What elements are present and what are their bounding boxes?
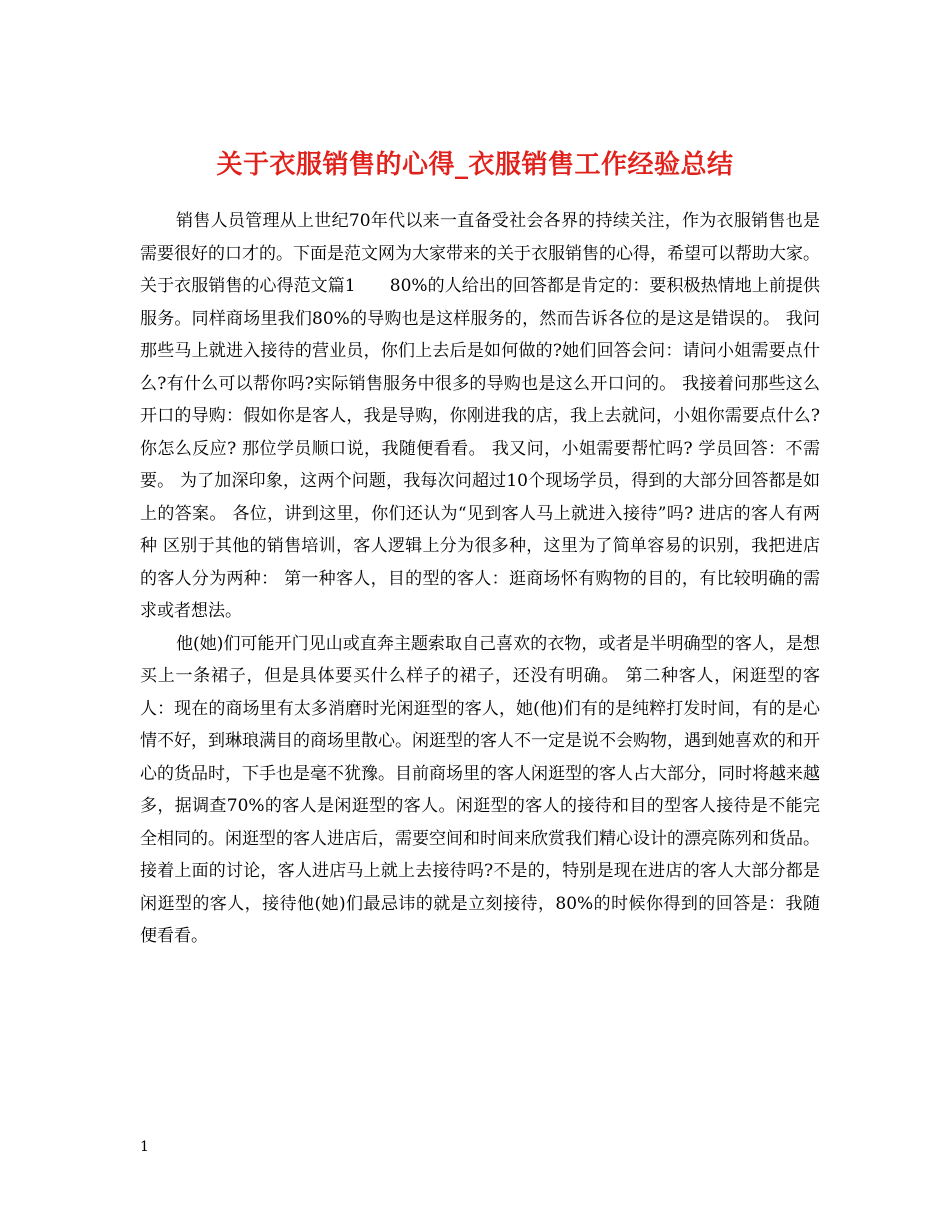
paragraph-intro: 销售人员管理从上世纪70年代以来一直备受社会各界的持续关注，作为衣服销售也是需要很好的口才的。下面是范文网为大家带来的关于衣服销售的心得，希望可以帮助大家。 [140,211,820,264]
paragraph-essay-1: 关于衣服销售的心得范文篇1 80%的人给出的回答都是肯定的：要积极热情地上前提供服务。同样商场里我们80%的导购也是这样服务的，然而告诉各位的是这是错误的。 我问那些马上就进入接待的营业员，你们上去后是如何做的?她们回答会问：请问小姐需要点什么?有什么可以帮你吗?实际销售服务中很多的导购也是这么开口问的。 我接着问那些这么开口的导购：假如你是客人，我是导购，你刚进我的店，我上去就问，小姐你需要点什么?你怎么反应? 那位学员顺口说，我随便看看。 我又问，小姐需要帮忙吗? 学员回答：不需要。 为了加深印象，这两个问题，我每次问超过10个现场学员，得到的大部分回答都是如上的答案。 各位，讲到这里，你们还认为“见到客人马上就进入接待”吗? 进店的客人有两种 区别于其他的销售培训，客人逻辑上分为很多种，这里为了简单容易的识别，我把进店的客人分为两种： 第一种客人，目的型的客人：逛商场怀有购物的目的，有比较明确的需求或者想法。 [140,276,820,621]
document-body [140,205,820,953]
paragraph-customer-types: 他(她)们可能开门见山或直奔主题索取自己喜欢的衣物，或者是半明确型的客人，是想买上一条裙子，但是具体要买什么样子的裙子，还没有明确。 第二种客人，闲逛型的客人：现在的商场里有太多消磨时光闲逛型的客人，她(他)们有的是纯粹打发时间，有的是心情不好，到琳琅满目的商场里散心。闲逛型的客人不一定是说不会购物，遇到她喜欢的和开心的货品时，下手也是毫不犹豫。目前商场里的客人闲逛型的客人占大部分，同时将越来越多，据调查70%的客人是闲逛型的客人。闲逛型的客人的接待和目的型客人接待是不能完全相同的。闲逛型的客人进店后，需要空间和时间来欣赏我们精心设计的漂亮陈列和货品。 接着上面的讨论，客人进店马上就上去接待吗?不是的，特别是现在进店的客人大部分都是闲逛型的客人，接待他(她)们最忌讳的就是立刻接待，80%的时候你得到的回答是：我随便看看。 [140,633,820,946]
document-title: 关于衣服销售的心得_衣服销售工作经验总结 [216,150,734,181]
page-number: 1 [140,1139,149,1155]
